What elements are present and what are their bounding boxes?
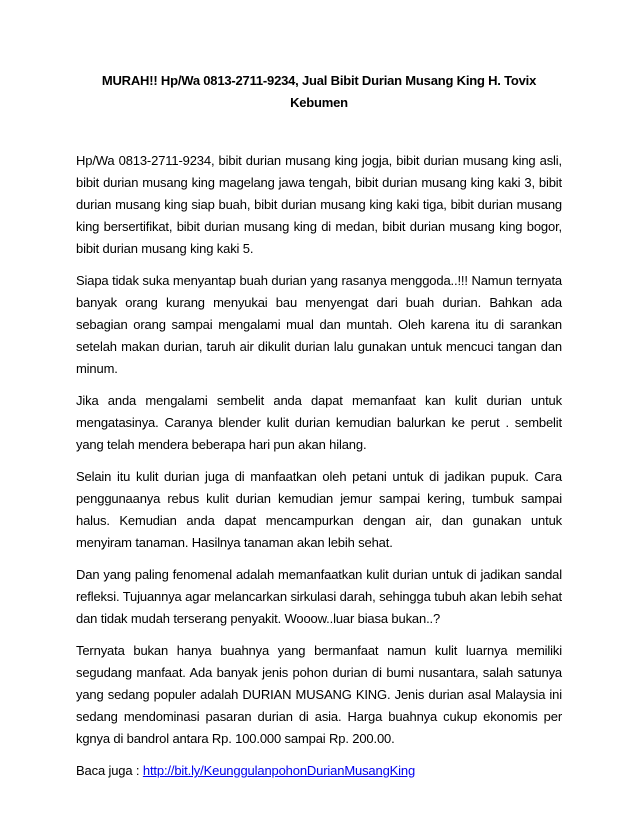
paragraph-musang-king: Ternyata bukan hanya buahnya yang bermanfaat namun kulit luarnya memiliki segudang manfaat. Ada banyak jenis pohon durian di bumi nusantara, salah satunya yang sedang populer adalah DURIAN MUSANG KING. Jenis durian asal Malaysia ini sedang mendominasi pasaran durian di asia. Harga buahnya cukup ekonomis per kgnya di bandrol antara Rp. 100.000 sampai Rp. 200.00. [76,643,562,746]
document-title: MURAH!! Hp/Wa 0813-2711-9234, Jual Bibit Durian Musang King H. Tovix Kebumen [101,73,537,110]
baca-juga-label: Baca juga : [76,763,143,778]
baca-juga-line [76,760,562,782]
paragraph-intro: Siapa tidak suka menyantap buah durian yang rasanya menggoda..!!! Namun ternyata banyak orang kurang menyukai bau menyengat dari buah durian. Bahkan ada sebagian orang sampai mengalami mual dan muntah. Oleh karena itu di sarankan setelah makan durian, taruh air dikulit durian lalu gunakan untuk mencuci tangan dan minum. [76,273,562,376]
paragraph-sembelit: Jika anda mengalami sembelit anda dapat memanfaat kan kulit durian untuk mengatasinya. Caranya blender kulit durian kemudian balurkan ke perut . sembelit yang telah mendera beberapa hari pun akan hilang. [76,393,562,452]
paragraph-pupuk: Selain itu kulit durian juga di manfaatkan oleh petani untuk di jadikan pupuk. Cara penggunaanya rebus kulit durian kemudian jemur sampai kering, tumbuk sampai halus. Kemudian anda dapat mencampurkan dengan air, dan gunakan untuk menyiram tanaman. Hasilnya tanaman akan lebih sehat. [76,469,562,550]
baca-juga-link[interactable]: http://bit.ly/KeunggulanpohonDurianMusangKing [142,763,416,778]
paragraph-sandal: Dan yang paling fenomenal adalah memanfaatkan kulit durian untuk di jadikan sandal refleksi. Tujuannya agar melancarkan sirkulasi darah, sehingga tubuh akan lebih sehat dan tidak mudah terserang penyakit. Wooow..luar biasa bukan..? [76,567,562,626]
paragraph-keywords: Hp/Wa 0813-2711-9234, bibit durian musang king jogja, bibit durian musang king asli, bibit durian musang king magelang jawa tengah, bibit durian musang king kaki 3, bibit durian musang king siap buah, bibit durian musang king kaki tiga, bibit durian musang king bersertifikat, bibit durian musang king di medan, bibit durian musang king bogor, bibit durian musang king kaki 5. [76,153,562,256]
